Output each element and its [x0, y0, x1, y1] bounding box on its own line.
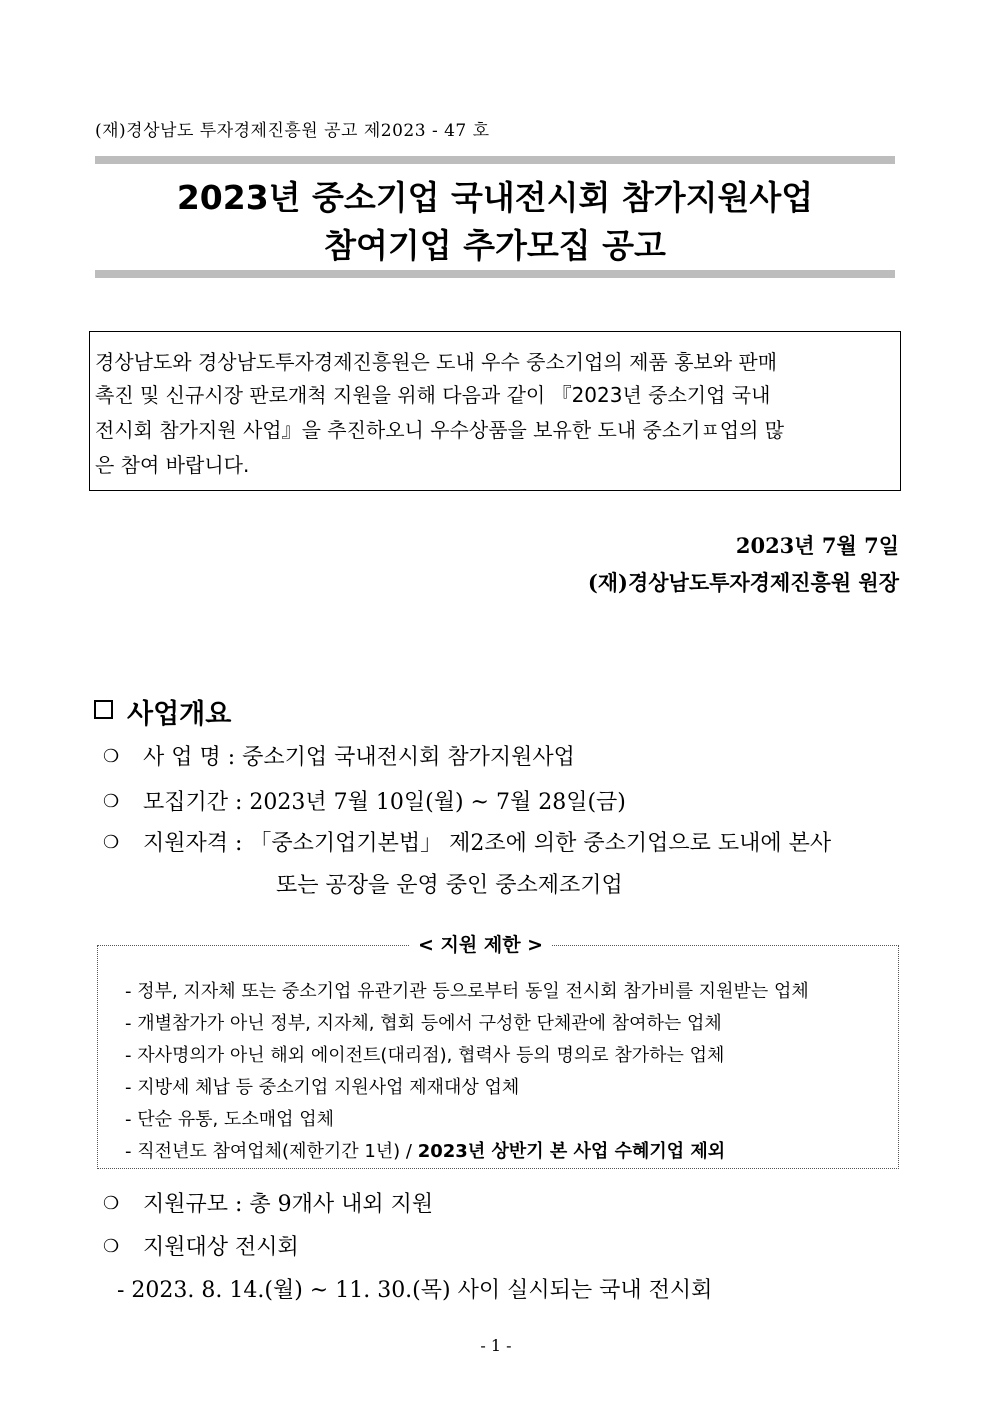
- bullet-icon: ❍: [103, 1193, 120, 1214]
- intro-line: 촉진 및 신규시장 판로개척 지원을 위해 다음과 같이 『2023년 중소기업 국내: [95, 383, 771, 407]
- restriction-item-prefix: - 직전년도 참여업체(제한기간 1년) /: [125, 1141, 418, 1162]
- page-number: - 1 -: [480, 1336, 512, 1355]
- page-title-line2: 참여기업 추가모집 공고: [324, 226, 666, 265]
- bullet-icon: ❍: [103, 832, 120, 853]
- item-eligibility: 지원자격 : 「중소기업기본법」 제2조에 의한 중소기업으로 도내에 본사: [143, 831, 832, 856]
- section-checkbox-icon: [94, 700, 113, 719]
- restriction-item: - 자사명의가 아닌 해외 에이전트(대리점), 협력사 등의 명의로 참가하는 업체: [125, 1045, 725, 1066]
- bullet-icon: ❍: [103, 746, 120, 767]
- restriction-item-bold: 2023년 상반기 본 사업 수혜기업 제외: [417, 1141, 726, 1162]
- intro-line: 경상남도와 경상남도투자경제진흥원은 도내 우수 중소기업의 제품 홍보와 판매: [95, 350, 778, 374]
- section-title: 사업개요: [127, 699, 232, 730]
- restriction-title: < 지원 제한 >: [410, 930, 551, 957]
- restriction-item: - 정부, 지자체 또는 중소기업 유관기관 등으로부터 동일 전시회 참가비를 지원받는 업체: [125, 981, 809, 1002]
- restriction-item-last: [125, 1137, 725, 1163]
- item-target-exhibition: 지원대상 전시회: [143, 1235, 299, 1260]
- item-business-name: 사 업 명 : 중소기업 국내전시회 참가지원사업: [143, 745, 575, 770]
- bullet-icon: ❍: [103, 791, 120, 812]
- title-rule-top: [95, 156, 895, 164]
- intro-line: 은 참여 바랍니다.: [95, 453, 250, 477]
- item-recruit-period: 모집기간 : 2023년 7월 10일(월) ~ 7월 28일(금): [143, 790, 626, 815]
- restriction-item: - 지방세 체납 등 중소기업 지원사업 제재대상 업체: [125, 1077, 520, 1098]
- intro-line: 전시회 참가지원 사업』을 추진하오니 우수상품을 보유한 도내 중소기ㅍ업의 많: [95, 418, 785, 442]
- notice-date: 2023년 7월 7일: [735, 533, 899, 558]
- exhibition-period: - 2023. 8. 14.(월) ~ 11. 30.(목) 사이 실시되는 국내 전시회: [117, 1278, 713, 1303]
- item-eligibility-cont: 또는 공장을 운영 중인 중소제조기업: [276, 873, 623, 898]
- restriction-item: - 단순 유통, 도소매업 업체: [125, 1109, 334, 1130]
- restriction-item: - 개별참가가 아닌 정부, 지자체, 협회 등에서 구성한 단체관에 참여하는 업체: [125, 1013, 722, 1034]
- item-support-scale: 지원규모 : 총 9개사 내외 지원: [143, 1192, 434, 1217]
- notice-number: (재)경상남도 투자경제진흥원 공고 제2023 - 47 호: [95, 121, 490, 141]
- title-rule-bottom: [95, 270, 895, 278]
- bullet-icon: ❍: [103, 1236, 120, 1257]
- issuer: (재)경상남도투자경제진흥원 원장: [587, 570, 899, 595]
- page-title-line1: 2023년 중소기업 국내전시회 참가지원사업: [176, 178, 814, 217]
